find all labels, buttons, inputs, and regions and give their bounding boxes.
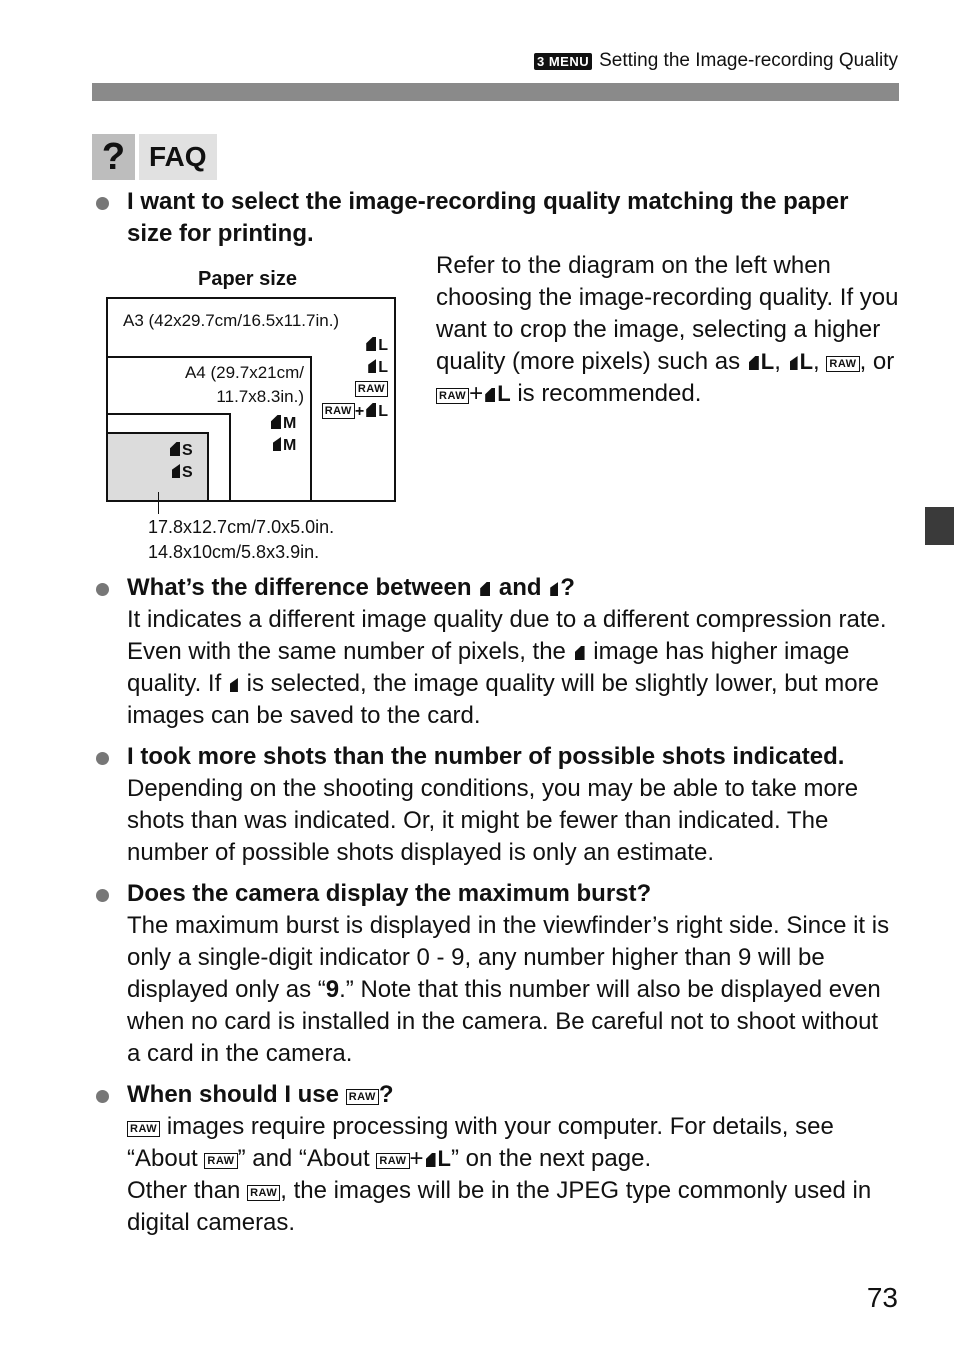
diagram-title: Paper size (198, 268, 297, 290)
answer-text: Depending on the shooting conditions, you may be able to take more shots than was indicated. Or, it might be fewer than indicated. The number of possible shots displayed is only an estimate. (127, 775, 859, 866)
header-title: Setting the Image-recording Quality (599, 50, 898, 71)
a4-label: A4 (29.7x21cm/ 11.7x8.3in.) (184, 363, 304, 406)
fine-icon (575, 646, 585, 660)
bullet-icon (96, 889, 109, 902)
faq-item-raw (96, 1079, 896, 1239)
a3-label: A3 (42x29.7cm/16.5x11.7in.) (123, 311, 340, 330)
bullet-icon (96, 1090, 109, 1103)
page-header (534, 50, 898, 72)
answer-text: It indicates a different image quality due to a different compression rate. Even with the same number of pixels, the image has higher image quality. If is selected, the image quality will be slightly lower, but more images can be saved to the card. (127, 606, 887, 729)
raw-icon: RAW (247, 1185, 280, 1201)
bullet-icon (96, 197, 109, 210)
faq-item-paper-size (96, 186, 896, 250)
question-text: I want to select the image-recording quality matching the paper size for printing. (127, 188, 849, 247)
raw-icon: RAW (127, 1121, 160, 1137)
faq-item-compression (96, 572, 896, 732)
bullet-icon (96, 752, 109, 765)
answer-text: The maximum burst is displayed in the viewfinder’s right side. Since it is only a single-digit indicator 0 - 9, any number higher than 9 will be displayed only as “9.” Note that this number will also be displayed even when no card is installed in the camera. Be careful not to shoot without a card in the camera. (127, 912, 890, 1067)
question-text: When should I use RAW ? (127, 1081, 394, 1108)
question-text: I took more shots than the number of possible shots indicated. (127, 743, 845, 770)
small-size-labels: 17.8x12.7cm/7.0x5.0in. 14.8x10cm/5.8x3.9in. (148, 517, 335, 562)
a3-quality-list: L L RAW RAW + L (322, 335, 388, 423)
fine-icon (480, 582, 490, 596)
question-text: Does the camera display the maximum burst? (127, 880, 652, 907)
normal-icon (550, 582, 558, 596)
a4-quality-list: M M (269, 413, 296, 457)
small-quality-list: S S (168, 440, 193, 484)
normal-icon (230, 678, 238, 692)
question-text: What’s the difference between and ? (127, 574, 575, 601)
faq-heading (92, 134, 217, 180)
raw-icon: RAW (346, 1089, 379, 1105)
menu-icon: 3 MENU (534, 53, 592, 70)
answer-text-2: Other than RAW , the images will be in the JPEG type commonly used in digital cameras. (127, 1177, 872, 1236)
question-mark-icon: ? (92, 134, 135, 180)
answer-text: RAW images require processing with your computer. For details, see “About RAW ” and “About RAW + L” on the next page. (127, 1113, 834, 1172)
chapter-tab (925, 507, 954, 545)
faq-item-possible-shots (96, 741, 896, 869)
paper-size-diagram (106, 297, 396, 502)
header-rule (92, 83, 899, 101)
faq-item-max-burst (96, 878, 896, 1070)
raw-icon: RAW (376, 1153, 409, 1169)
leader-line (158, 492, 159, 514)
answer-paper-size: Refer to the diagram on the left when choosing the image-recording quality. If you want to crop the image, selecting a higher quality (more pixels) such as L, L, RAW , or RAW + L is recommended. (436, 252, 899, 407)
raw-icon: RAW (204, 1153, 237, 1169)
bullet-icon (96, 583, 109, 596)
page-number: 73 (866, 1282, 898, 1313)
faq-label: FAQ (139, 134, 217, 180)
